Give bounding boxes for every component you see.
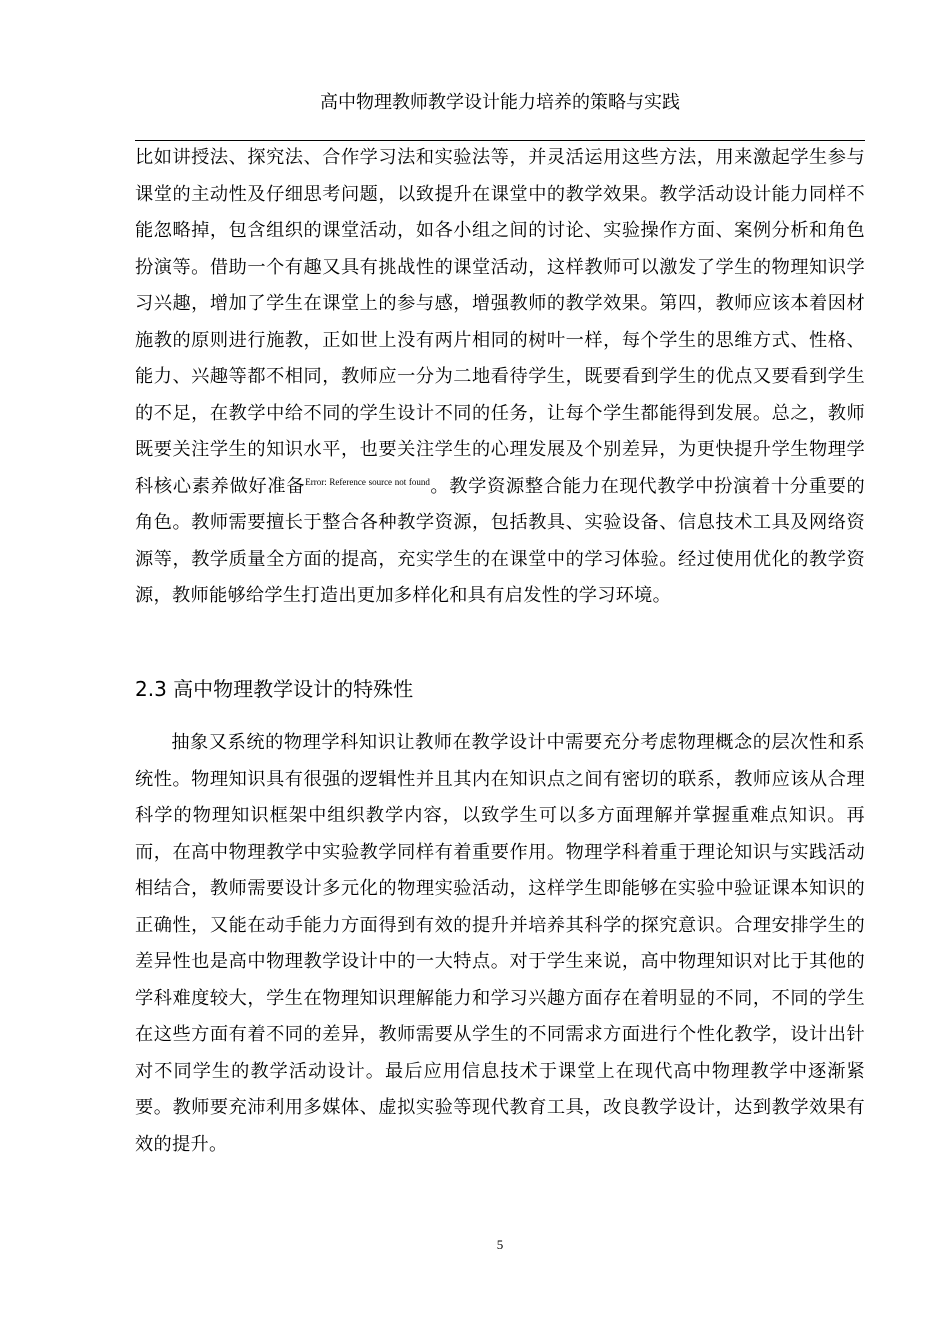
paragraph-1-text xyxy=(135,140,865,615)
section-heading: 2.3 高中物理教学设计的特殊性 xyxy=(135,677,414,701)
reference-error-marker: Error: Reference source not found xyxy=(305,476,430,487)
paragraph-1-text-after-ref: 。教学资源整合能力在现代教学中扮演着十分重要的角色。教师需要擅长于整合各种教学资源，包括教具、实验设备、信息技术工具及网络资源等，教学质量全方面的提高，充实学生的在课堂中的学习体验。经过使用优化的教学资源，教师能够给学生打造出更加多样化和具有启发性的学习环境。 xyxy=(135,475,865,606)
page-number: 5 xyxy=(496,1237,504,1252)
page-header-title: 高中物理教师教学设计能力培养的策略与实践 xyxy=(320,92,680,113)
body-paragraph-1 xyxy=(135,140,865,615)
paragraph-1-text-before-ref: 比如讲授法、探究法、合作学习法和实验法等，并灵活运用这些方法，用来激起学生参与课堂的主动性及仔细思考问题，以致提升在课堂中的教学效果。教学活动设计能力同样不能忽略掉，包含组织的课堂活动，如各小组之间的讨论、实验操作方面、案例分析和角色扮演等。借助一个有趣又具有挑战性的课堂活动，这样教师可以激发了学生的物理知识学习兴趣，增加了学生在课堂上的参与感，增强教师的教学效果。第四，教师应该本着因材施教的原则进行施教，正如世上没有两片相同的树叶一样，每个学生的思维方式、性格、能力、兴趣等都不相同，教师应一分为二地看待学生，既要看到学生的优点又要看到学生的不足，在教学中给不同的学生设计不同的任务，让每个学生都能得到发展。总之，教师既要关注学生的知识水平，也要关注学生的心理发展及个别差异，为更快提升学生物理学科核心素养做好准备 xyxy=(135,147,865,497)
paragraph-2-text: 抽象又系统的物理学科知识让教师在教学设计中需要充分考虑物理概念的层次性和系统性。物理知识具有很强的逻辑性并且其内在知识点之间有密切的联系，教师应该从合理科学的物理知识框架中组织教学内容，以致学生可以多方面理解并掌握重难点知识。再而，在高中物理教学中实验教学同样有着重要作用。物理学科着重于理论知识与实践活动相结合，教师需要设计多元化的物理实验活动，这样学生即能够在实验中验证课本知识的正确性，又能在动手能力方面得到有效的提升并培养其科学的探究意识。合理安排学生的差异性也是高中物理教学设计中的一大特点。对于学生来说，高中物理知识对比于其他的学科难度较大，学生在物理知识理解能力和学习兴趣方面存在着明显的不同，不同的学生在这些方面有着不同的差异，教师需要从学生的不同需求方面进行个性化教学，设计出针对不同学生的教学活动设计。最后应用信息技术于课堂上在现代高中物理教学中逐渐紧要。教师要充沛利用多媒体、虚拟实验等现代教育工具，改良教学设计，达到教学效果有效的提升。 xyxy=(135,732,865,1155)
body-paragraph-2 xyxy=(135,725,865,1163)
